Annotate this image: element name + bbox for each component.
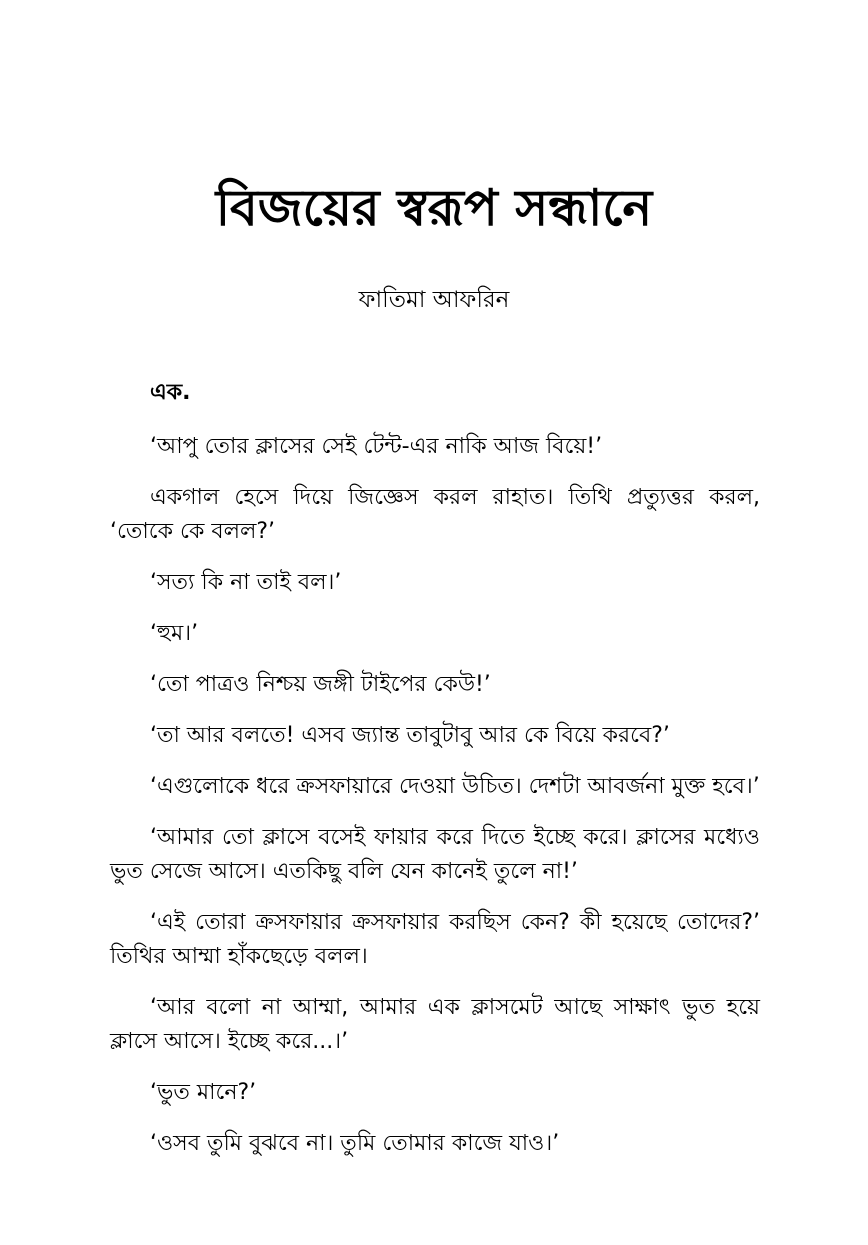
paragraph: ‘আপু তোর ক্লাসের সেই টেন্ট-এর নাকি আজ বিয়ে!’ — [150, 434, 603, 459]
paragraph: ‘ওসব তুমি বুঝবে না। তুমি তোমার কাজে যাও।’ — [150, 1131, 560, 1156]
paragraph: ‘তা আর বলতে! এসব জ্যান্ত তাবুটাবু আর কে বিয়ে করবে?’ — [150, 723, 670, 748]
paragraph: ‘আমার তো ক্লাসে বসেই ফায়ার করে দিতে ইচ্ছে করে। ক্লাসের মধ্যেও ভুত সেজে আসে। এতকিছু বলি যেন কানেই তুলে না!’ — [110, 825, 760, 884]
section-heading: এক. — [150, 380, 191, 405]
paragraph: ‘তো পাত্রও নিশ্চয় জঙ্গী টাইপের কেউ!’ — [150, 672, 491, 697]
paragraph: ‘এগুলোকে ধরে ক্রসফায়ারে দেওয়া উচিত। দেশটা আবর্জনা মুক্ত হবে।’ — [150, 774, 760, 799]
paragraph: একগাল হেসে দিয়ে জিজ্ঞেস করল রাহাত। তিথি প্রত্যুত্তর করল, ‘তোকে কে বলল?’ — [110, 485, 760, 544]
paragraph: ‘সত্য কি না তাই বল।’ — [150, 570, 342, 595]
story-body — [110, 376, 760, 1178]
paragraph: ‘হুম।’ — [150, 621, 199, 646]
paragraph: ‘আর বলো না আম্মা, আমার এক ক্লাসমেট আছে সাক্ষাৎ ভুত হয়ে ক্লাসে আসে। ইচ্ছে করে...।’ — [110, 995, 760, 1054]
paragraph: ‘এই তোরা ক্রসফায়ার ক্রসফায়ার করছিস কেন? কী হয়েছে তোদের?’ তিথির আম্মা হাঁকছেড়ে বলল। — [110, 910, 760, 969]
document-title: বিজয়ের স্বরূপ সন্ধানে — [215, 179, 653, 237]
author-name: ফাতিমা আফরিন — [358, 287, 510, 313]
paragraph: ‘ভুত মানে?’ — [150, 1080, 257, 1105]
